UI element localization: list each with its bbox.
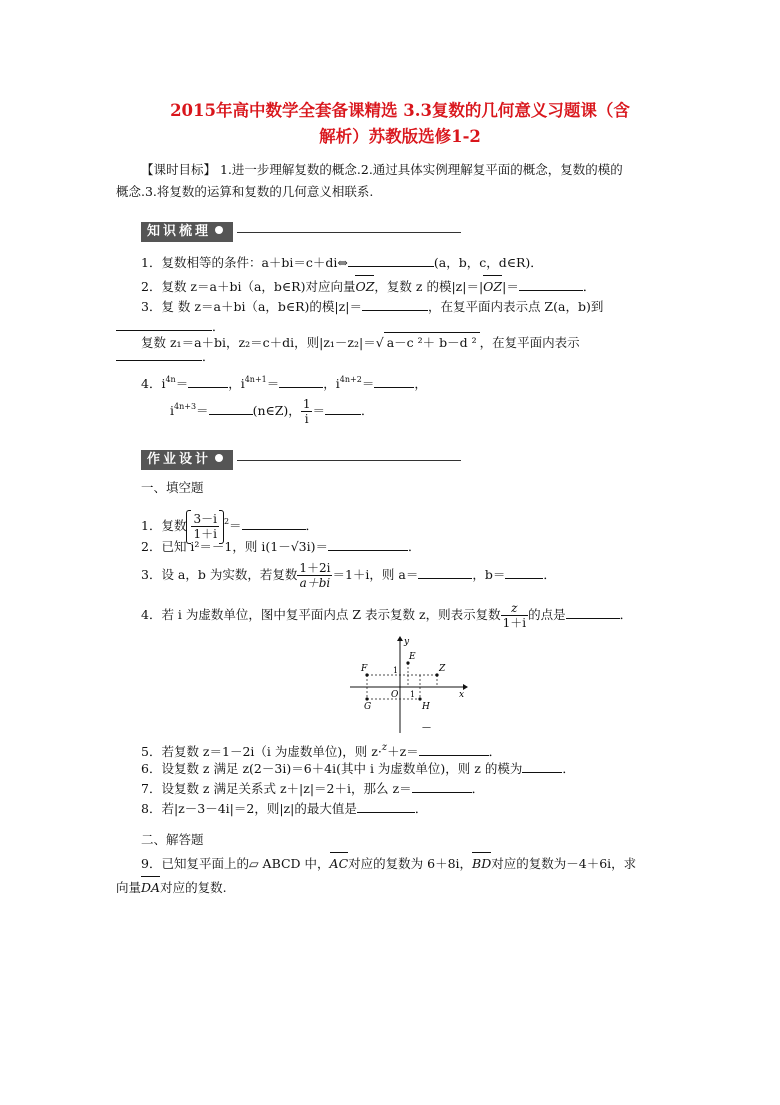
- knowledge-item-4: 4．$i^{4n}=$ ，$i^{4n+1}=$ ，$i^{4n+2}=$ ，: [141, 375, 427, 391]
- answer-blank[interactable]: [357, 798, 415, 813]
- point-g: [365, 697, 368, 700]
- knowledge-item-3-end: ．: [116, 346, 215, 367]
- fraction: $\frac{1+2i}{a+bi}$: [299, 561, 331, 590]
- y-axis-arrow: [397, 636, 403, 641]
- figure-overline: —: [422, 723, 431, 733]
- answer-blank[interactable]: [279, 373, 323, 388]
- knowledge-item-3-cont: ．: [116, 316, 225, 337]
- label-g: G: [364, 702, 372, 712]
- answer-blank[interactable]: [418, 564, 472, 579]
- bullet-icon: [215, 226, 223, 234]
- knowledge-item-4-cont: $i^{4n+3}=$ (n∈Z)， $\frac{1}{i}$ ＝ ．: [170, 397, 374, 426]
- vector-oz: OZ: [355, 277, 374, 297]
- answer-blank[interactable]: [505, 564, 543, 579]
- fraction: $\frac{1}{i}$: [302, 397, 311, 426]
- question-8: 8．若|z－3－4i|＝2，则|z|的最大值是 ．: [141, 798, 427, 819]
- fraction: $\frac{z}{1+i}$: [502, 601, 527, 630]
- vector-bd: BD: [472, 854, 491, 874]
- section-divider: [237, 460, 461, 461]
- question-5: 5．若复数 z＝1－2i（i 为虚数单位)，则 z·$^z$＋z＝ ．: [141, 742, 502, 759]
- label-unit-x: 1: [410, 690, 416, 699]
- answer-blank[interactable]: [188, 373, 228, 388]
- title-line-2: 解析）苏教版选修1-2: [319, 127, 481, 146]
- answer-blank[interactable]: [566, 604, 620, 619]
- answer-blank[interactable]: [242, 515, 306, 530]
- knowledge-item-2: 2．复数 z＝a＋bi（a，b∈R)对应向量OZ，复数 z 的模|z|＝|OZ|＝ ．: [141, 276, 595, 297]
- title-line-1: 2015年高中数学全套备课精选 3.3复数的几何意义习题课（含: [170, 101, 630, 120]
- vector-da: DA: [141, 878, 160, 898]
- knowledge-item-3: 3．复 数 z＝a＋bi（a，b∈R)的模|z|＝ ，在复平面内表示点 Z(a，b)到: [141, 296, 603, 317]
- answer-blank[interactable]: [116, 316, 212, 331]
- part-2-heading: 二、解答题: [141, 832, 204, 847]
- answer-blank[interactable]: [374, 373, 414, 388]
- goal-line-2: 概念.3.将复数的运算和复数的几何意义相联系.: [116, 184, 374, 199]
- section-knowledge-header: [141, 222, 461, 244]
- goal-line-1: 【课时目标】 1.进一步理解复数的概念.2.通过具体实例理解复平面的概念，复数的模的: [141, 162, 623, 177]
- section-divider: [237, 232, 461, 233]
- answer-blank[interactable]: [328, 536, 408, 551]
- vector-ac: AC: [330, 854, 349, 874]
- answer-blank[interactable]: [522, 758, 562, 773]
- bullet-icon: [215, 454, 223, 462]
- label-h: H: [422, 702, 430, 712]
- section-homework-label: 作业设计: [147, 452, 212, 467]
- question-6: 6．设复数 z 满足 z(2－3i)＝6＋4i(其中 i 为虚数单位)，则 z 的模为 ．: [141, 758, 575, 779]
- label-x: x: [459, 690, 465, 700]
- answer-blank[interactable]: [412, 778, 472, 793]
- knowledge-item-3-formula: 复数 z₁＝a＋bi，z₂＝c＋di，则|z₁－z₂|＝√ a－c ²＋ b－d ² ，在复平面内表示: [141, 332, 580, 353]
- section-homework-header: [141, 450, 461, 472]
- question-7: 7．设复数 z 满足关系式 z＋|z|＝2＋i，那么 z＝ ．: [141, 778, 484, 799]
- section-knowledge-label: 知识梳理: [147, 224, 212, 239]
- answer-blank[interactable]: [519, 276, 583, 291]
- question-9-cont: 向量DA对应的复数.: [116, 878, 227, 898]
- answer-blank[interactable]: [116, 346, 202, 361]
- vector-oz: OZ: [483, 277, 502, 297]
- answer-blank[interactable]: [325, 400, 361, 415]
- label-unit-y: 1: [393, 666, 399, 675]
- label-z: Z: [439, 664, 446, 674]
- answer-blank[interactable]: [419, 741, 489, 756]
- fraction: $\frac{3-i}{1+i}$: [193, 512, 217, 541]
- question-2: 2．已知 i²＝－1，则 i(1－√3i)＝ ．: [141, 536, 421, 557]
- question-4: 4．若 i 为虚数单位，图中复平面内点 Z 表示复数 z，则表示复数 $\frac{z}{1+i}$ 的点是 ．: [141, 601, 633, 630]
- label-origin: O: [391, 690, 399, 700]
- label-y: y: [404, 637, 410, 647]
- question-1: 1．复数 $\frac{3-i}{1+i}$ $^2$＝ ．: [141, 502, 318, 546]
- question-9: 9．已知复平面上的▱ ABCD 中，AC对应的复数为 6＋8i，BD对应的复数为－4＋6i，求: [141, 854, 636, 874]
- answer-blank[interactable]: [362, 296, 428, 311]
- answer-blank[interactable]: [209, 400, 253, 415]
- question-3: 3．设 a，b 为实数，若复数 $\frac{1+2i}{a+bi}$ ＝1＋i，则 a＝ ，b＝ ．: [141, 561, 556, 590]
- knowledge-item-1: 1．复数相等的条件：a＋bi＝c＋di⇔ (a，b，c，d∈R)．: [141, 252, 543, 273]
- complex-plane-figure: [345, 635, 470, 735]
- answer-blank[interactable]: [348, 252, 434, 267]
- label-f: F: [361, 664, 368, 674]
- part-1-heading: 一、填空题: [141, 480, 204, 495]
- label-e: E: [409, 652, 416, 662]
- document-title: [120, 98, 680, 150]
- point-h: [418, 697, 421, 700]
